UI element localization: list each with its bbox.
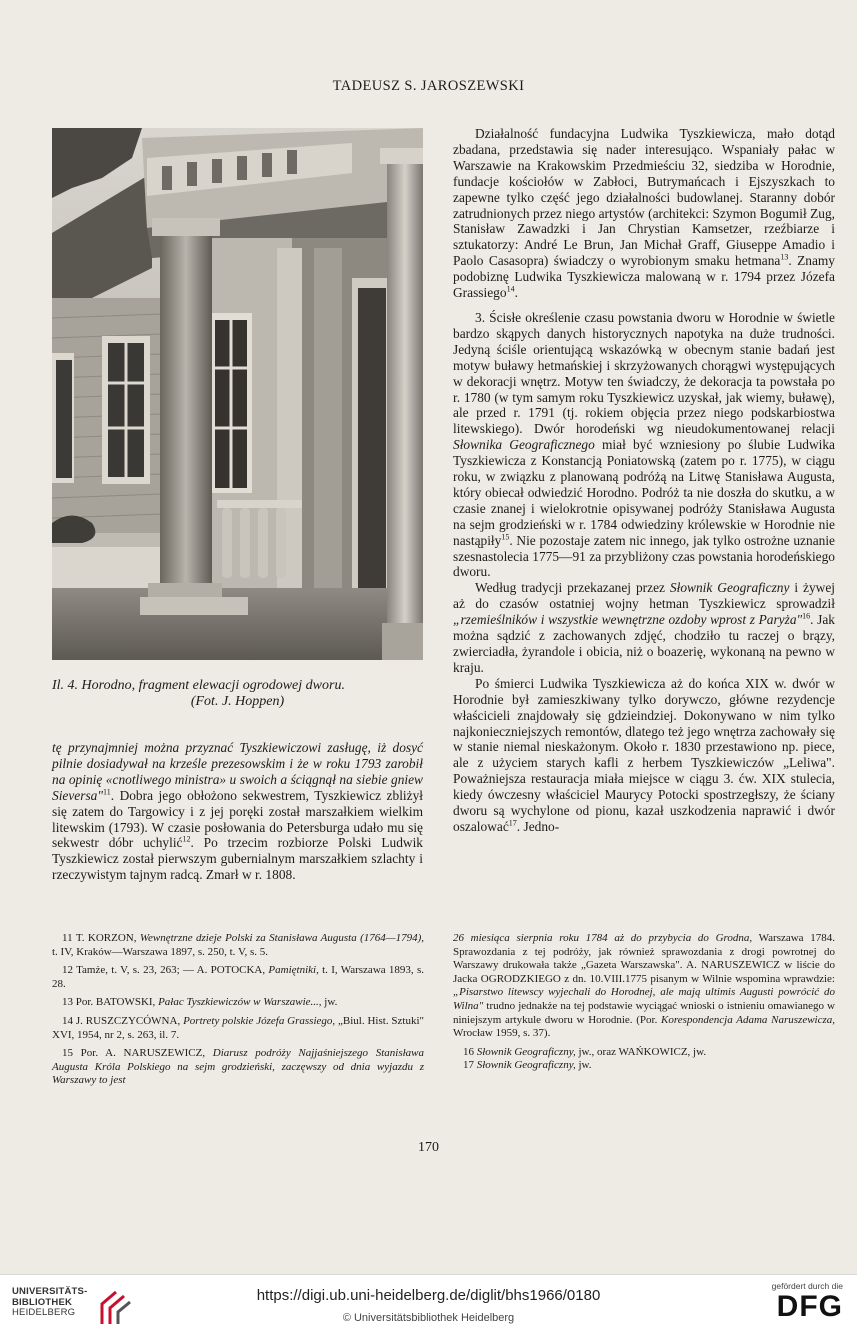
figure-photo	[52, 128, 423, 660]
text-run: . Znamy podobiznę Ludwika Tyszkiewicza malowaną w r. 1794 przez Józefa Grassiego	[453, 253, 836, 301]
caption-credit: (Fot. J. Hoppen)	[190, 694, 285, 709]
text-run: 3. Ścisłe określenie czasu powstania dworu w Horodnie w świetle bardzo skąpych danych historycznych napotyka na duże trudności. Jedyną ściśle orientującą wskazówką w obecnym stanie badań jest motyw buławy hetmańskiej i skrzyżowanych chorągwi występujących w dekoracji wnętrz. Motyw ten świadczy, że dekoracja ta powstała po r. 1780 (w tym samym roku Tyszkiewicz uzyskał, jak wiemy, buławę), ale przed r. 1791 (tj. rokiem objęcia przez niego podskarbiostwa litewskiego). Dwór horodeński wg nieudokumentowanej relacji	[453, 309, 835, 437]
paragraph-3	[453, 580, 835, 675]
footnotes-left	[52, 932, 424, 1093]
left-text: . Po trzecim rozbiorze Polski Ludwik Tyszkiewicz został pierwszym gubernialnym marszałkiem szlachty i rzeczywistym tajnym radcą. Zmarł w r. 1808.	[52, 835, 423, 883]
page-number: 170	[418, 1140, 439, 1155]
left-text: . Dobra jego obłożono sekwestrem, Tyszkiewicz zbliżył się zatem do Targowicy i z jej poręki został marszałkiem wielkim litewskim (1793). W czasie posłowania do Petersburga udało mu się sekwestr dóbr uchylić	[52, 787, 423, 851]
text-run: Po śmierci Ludwika Tyszkiewicza aż do końca XIX w. dwór w Horodnie był zamieszkiwany tylko dorywczo, główne rezydencje właścicieli znajdowały się gdzieindziej. Dokonywano w nim tylko najkonieczniejszych remontów, dlatego też jego wnętrza zachowały się w stanie niemal nieskażonym. Około r. 1830 przestawiono np. piece, ale z użyciem starych kafli z herbem Tyszkiewiczów „Leliwa". Poważniejsza restauracja miała miejsce w ciągu 3. ćw. XIX stulecia, kiedy ówczesny właściciel Maurycy Potocki spostrzegłszy, że ściany dworu są wychylone od pionu, kazał uszkodzenia naprawić i dwór oszalować	[453, 675, 835, 834]
italic-title: Słownik Geograficzny	[669, 580, 790, 596]
footnote-ref: 16	[802, 611, 811, 621]
permalink-url[interactable]: https://digi.ub.uni-heidelberg.de/diglit/bhs1966/0180	[256, 1287, 601, 1304]
left-italic-quote: tę przynajmniej można przyznać Tyszkiewiczowi zasługę, iż dosyć pilnie dosiadywał na krześle prezesowskim i że w roku 1793 zarobił na opinię «cnotliwego ministra» u swoich a ściągnął na siebie gniew Sieversa"	[52, 740, 423, 803]
left-paragraph	[52, 740, 423, 883]
footnote-ref: 15	[501, 532, 510, 542]
footnote-ref: 17	[508, 818, 517, 828]
running-title: TADEUSZ S. JAROSZEWSKI	[332, 78, 525, 94]
library-name: UNIVERSITÄTS- BIBLIOTHEK HEIDELBERG	[12, 1286, 88, 1318]
photo-illustration	[52, 128, 423, 660]
text-run: . Jak można sądzić z zachowanych zdjęć, chodziło tu raczej o brązy, zwierciadła, żyrandole i obicia, niż o boazerię, wykonaną na pewno w kraju.	[453, 612, 835, 675]
footnotes-right	[453, 932, 835, 1078]
caption-title: Il. 4. Horodno, fragment elewacji ogrodowej dworu.	[52, 678, 345, 693]
viewer-footer	[0, 1274, 857, 1335]
paragraph-4	[453, 676, 835, 835]
dfg-logo[interactable]	[747, 1281, 843, 1323]
copyright-notice: © Universitätsbibliothek Heidelberg	[342, 1312, 515, 1324]
footnote-12: 12 Tamże, t. V, s. 23, 263; — A. POTOCKA, Pamiętniki, t. I, Warszawa 1893, s. 28.	[52, 964, 424, 990]
text-run: miał być wzniesiony po ślubie Ludwika Tyszkiewicza z Konstancją Poniatowską (zatem po r. 1775), w ciągu roku, w związku z planowaną podróżą na Litwę Stanisława Augusta, który obiecał odwiedzić Horodno. Podróż ta nie doszła do skutku, a w czasie znanej i wielokrotnie opisywanej podróży Stanisława Augusta na sejm grodzieński w r. 1784 odwiedziny królewskie w Horodnie nie nastąpiły	[453, 437, 835, 548]
footnote-15: 15 Por. A. NARUSZEWICZ, Diarusz podróży Najjaśniejszego Stanisława Augusta Króla Polskiego na sejm grodzieński, zaczęwszy od dnia wyjazdu z Warszawy to jest	[52, 1047, 425, 1087]
footnote-ref: 12	[182, 834, 191, 844]
funded-by-label: gefördert durch die	[771, 1281, 843, 1291]
footnote-14: 14 J. RUSZCZYCÓWNA, Portrety polskie Józefa Grassiego, „Biul. Hist. Sztuki" XVI, 1954, nr 2, s. 263, il. 7.	[52, 1014, 425, 1041]
text-run: . Jedno-	[516, 818, 560, 834]
footnote-13: 13 Por. BATOWSKI, Pałac Tyszkiewiczów w Warszawie..., jw.	[62, 996, 338, 1009]
right-column-text	[453, 126, 835, 835]
footnote-11: 11 T. KORZON, Wewnętrzne dzieje Polski za Stanisława Augusta (1764—1794), t. IV, Kraków—Warszawa 1897, s. 250, t. V, s. 5.	[52, 932, 424, 958]
left-column-text	[52, 740, 423, 883]
text-run: . Nie pozostaje zatem nic innego, jak tylko ostrożne uznanie szesnastolecia 1775—91 za przybliżony czas powstania horodeńskiego dworu.	[453, 532, 835, 580]
dfg-wordmark: DFG	[776, 1290, 843, 1323]
paragraph-1	[453, 126, 835, 301]
footnote-ref: 11	[103, 787, 111, 797]
footnote-ref: 14	[506, 284, 515, 294]
text-run: Działalność fundacyjna Ludwika Tyszkiewicza, mało dotąd zbadana, przedstawia się nader interesująco. Wspaniały pałac w Warszawie na Krakowskim Przedmieściu 32, siedziba w Horodnie, fundacje kościołów w Zabłoci, Butrymańcach i Ejszyszkach to zapewne tylko część jego działalności budowlanej. Staranny dobór zatrudnionych przez niego artystów (architekci: Szymon Bogumił Zug, Stanisław Zawadzki i Jan Chrystian Kamsetzer, rzeźbiarze i sztukatorzy: André Le Brun, Jan Michał Graff, Giuseppe Amadio i Paolo Casasopra) świadczy o wyrobionym smaku hetmana	[453, 126, 835, 269]
paragraph-2	[453, 310, 835, 580]
footnote-15-continued: 26 miesiąca sierpnia roku 1784 aż do przybycia do Grodna, Warszawa 1784. Sprawozdania z tej podróży, jak również sprawozdania z drogi powrotnej do Warszawy drukowała także „Gazeta Warszawska". A. NARUSZEWICZ w liście do Jacka OGRODZKIEGO z dn. 10.VIII.1775 pisanym w Wilnie wspomina wprawdzie: „Pisarstwo litewscy wyjechali do Horodnej, ale mają ultimis Augusti powrócić do Wilna" trudno jednakże na tej podstawie wyciągać wnioski o istnieniu omawianego w niniejszym artykule dworu w Horodnie. (Por. Korespondencja Adama Naruszewicza, Wrocław 1959, s. 37).	[453, 932, 836, 1040]
text-run: Według tradycji przekazanej przez	[475, 580, 670, 596]
footnote-16: 16 Słownik Geograficzny, jw., oraz WAŃKOWICZ, jw.	[463, 1045, 707, 1058]
italic-title: Słownika Geograficznego	[453, 437, 595, 453]
italic-quote: „rzemieślników i wszystkie wewnętrzne ozdoby wprost z Paryża"	[453, 612, 803, 628]
footnote-ref: 13	[780, 252, 789, 262]
text-run: .	[514, 285, 518, 301]
text-run: i żywej aż do czasów ostatniej wojny hetman Tyszkiewicz sprowadził	[453, 580, 836, 612]
footnote-17: 17 Słownik Geograficzny, jw.	[463, 1059, 592, 1072]
figure-caption	[52, 678, 423, 710]
